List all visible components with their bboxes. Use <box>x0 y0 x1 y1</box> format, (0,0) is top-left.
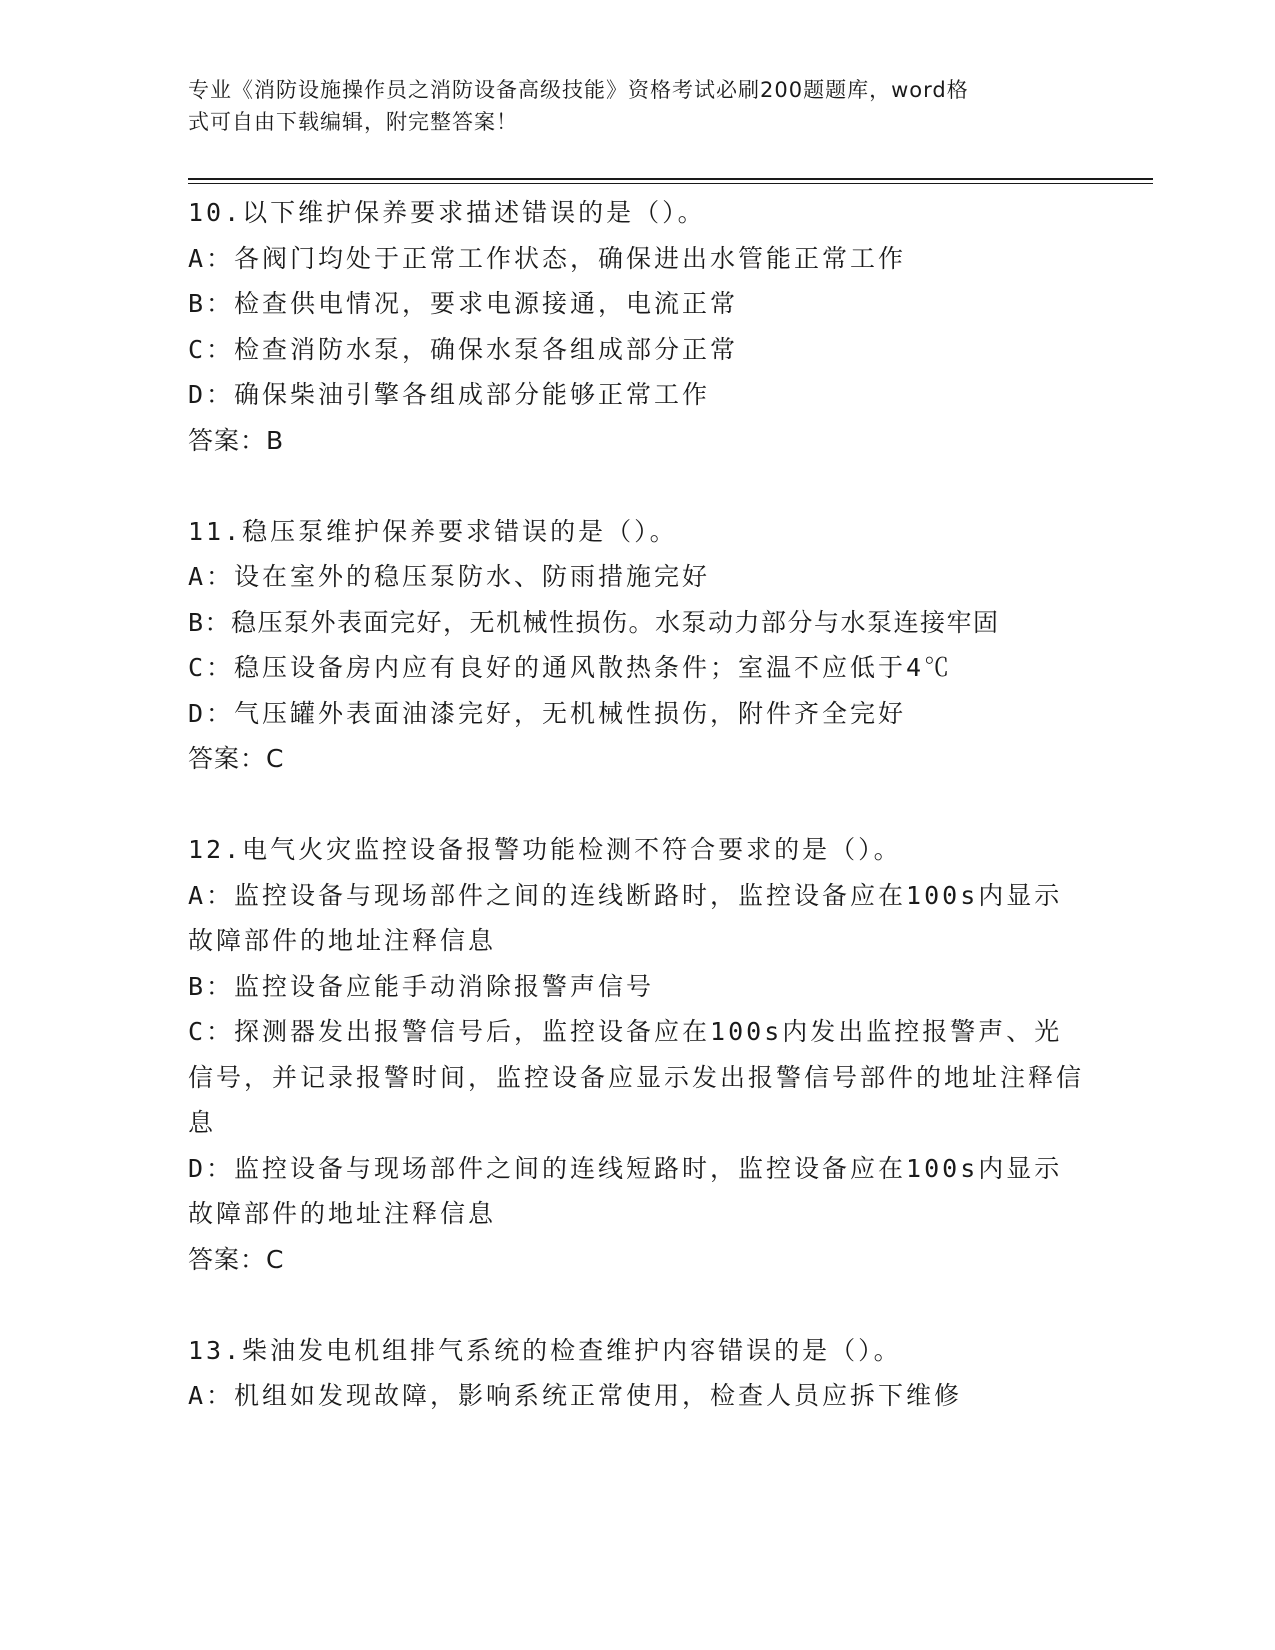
option-b: B：稳压泵外表面完好，无机械性损伤。水泵动力部分与水泵连接牢固 <box>188 607 1000 637</box>
answer: 答案：C <box>188 1244 285 1274</box>
question-stem: 12.电气火灾监控设备报警功能检测不符合要求的是（）。 <box>188 835 902 864</box>
spacer <box>188 463 1088 509</box>
header-divider-thick <box>188 178 1153 180</box>
question-10 <box>188 190 1088 463</box>
option-c: C：检查消防水泵，确保水泵各组成部分正常 <box>188 334 739 364</box>
answer: 答案：C <box>188 744 285 773</box>
option-d: D：监控设备与现场部件之间的连线短路时，监控设备应在100s内显示故障部件的地址注释信息 <box>188 1153 1063 1228</box>
option-a: A：各阀门均处于正常工作状态，确保进出水管能正常工作 <box>188 243 907 273</box>
option-a: A：机组如发现故障，影响系统正常使用，检查人员应拆下维修 <box>188 1381 963 1410</box>
spacer <box>188 782 1088 828</box>
spacer <box>188 1282 1088 1328</box>
option-b: B：监控设备应能手动消除报警声信号 <box>188 971 655 1001</box>
header-line-1: 专业《消防设施操作员之消防设备高级技能》资格考试必刷200题题库，word格 <box>188 78 969 102</box>
header-divider-thin <box>188 183 1153 184</box>
option-c: C：探测器发出报警信号后，监控设备应在100s内发出监控报警声、光信号，并记录报警时间，监控设备应显示发出报警信号部件的地址注释信息 <box>188 1017 1085 1137</box>
answer: 答案：B <box>188 425 285 455</box>
question-list <box>188 190 1088 1419</box>
option-c: C：稳压设备房内应有良好的通风散热条件；室温不应低于4℃ <box>188 653 953 682</box>
option-b: B：检查供电情况，要求电源接通，电流正常 <box>188 289 739 318</box>
header-line-2: 式可自由下载编辑，附完整答案！ <box>188 110 518 134</box>
option-d: D：气压罐外表面油漆完好，无机械性损伤，附件齐全完好 <box>188 698 907 728</box>
document-header <box>188 74 1068 138</box>
option-a: A：设在室外的稳压泵防水、防雨措施完好 <box>188 562 711 591</box>
option-d: D：确保柴油引擎各组成部分能够正常工作 <box>188 380 711 409</box>
question-12 <box>188 827 1088 1282</box>
question-stem: 10.以下维护保养要求描述错误的是（）。 <box>188 198 706 227</box>
question-11 <box>188 509 1088 782</box>
question-stem: 11.稳压泵维护保养要求错误的是（）。 <box>188 516 678 546</box>
question-13 <box>188 1328 1088 1419</box>
option-a: A：监控设备与现场部件之间的连线断路时，监控设备应在100s内显示故障部件的地址注释信息 <box>188 880 1063 955</box>
question-stem: 13.柴油发电机组排气系统的检查维护内容错误的是（）。 <box>188 1335 902 1365</box>
